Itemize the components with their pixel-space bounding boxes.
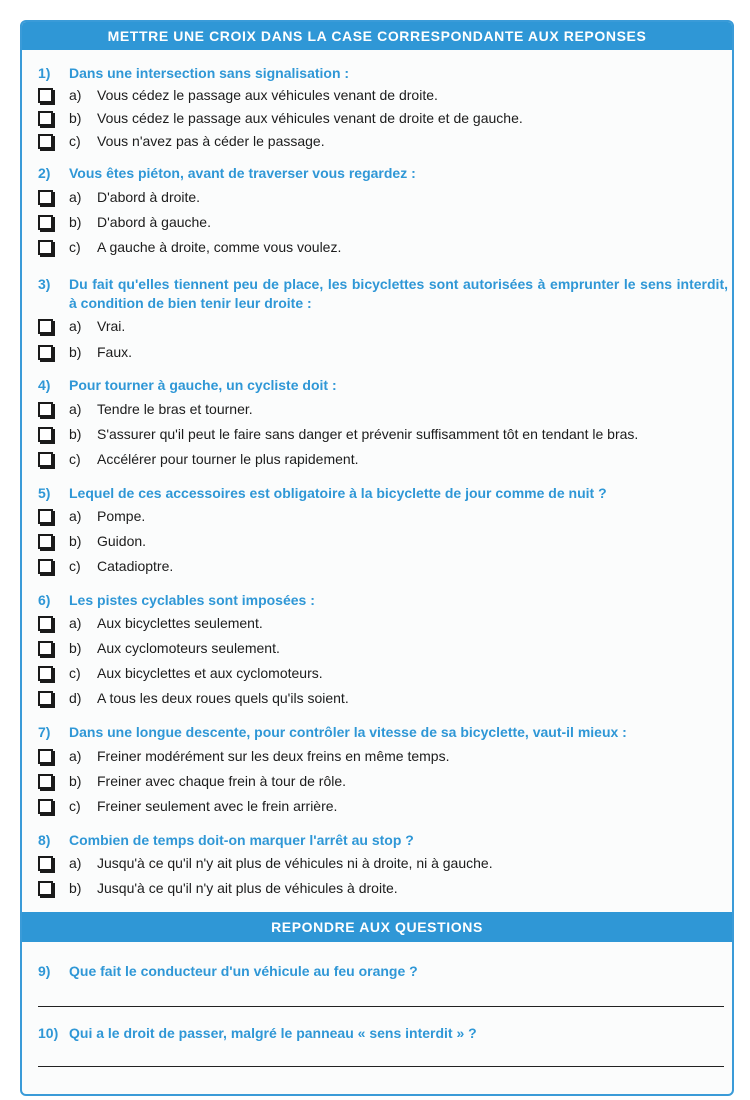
- option-1b[interactable]: [38, 108, 523, 128]
- option-6a[interactable]: [38, 613, 263, 633]
- option-letter: a): [69, 189, 82, 205]
- checkbox[interactable]: [38, 509, 53, 524]
- checkbox[interactable]: [38, 427, 53, 442]
- option-6b[interactable]: [38, 638, 280, 658]
- checkbox[interactable]: [38, 111, 53, 126]
- option-letter: b): [69, 880, 82, 896]
- question-number: 8): [38, 832, 51, 848]
- question-text: Dans une intersection sans signalisation :: [69, 65, 350, 81]
- question-8: [38, 831, 728, 850]
- question-number: 5): [38, 485, 51, 501]
- question-text: Combien de temps doit-on marquer l'arrêt au stop ?: [69, 832, 414, 848]
- question-number: 4): [38, 377, 51, 393]
- option-6d[interactable]: [38, 688, 349, 708]
- option-1a[interactable]: [38, 85, 438, 105]
- option-text: Aux bicyclettes seulement.: [97, 615, 263, 631]
- option-text: Catadioptre.: [97, 558, 174, 574]
- checkbox[interactable]: [38, 856, 53, 871]
- option-text: A gauche à droite, comme vous voulez.: [97, 239, 342, 255]
- question-7: [38, 723, 728, 742]
- option-letter: b): [69, 110, 82, 126]
- checkbox[interactable]: [38, 641, 53, 656]
- option-letter: c): [69, 239, 81, 255]
- question-10: [38, 1024, 728, 1043]
- question-number: 9): [38, 963, 51, 979]
- question-text: Lequel de ces accessoires est obligatoire à la bicyclette de jour comme de nuit ?: [69, 485, 607, 501]
- answer-line-10[interactable]: [38, 1066, 724, 1067]
- checkbox[interactable]: [38, 240, 53, 255]
- checkbox[interactable]: [38, 345, 53, 360]
- question-number: 6): [38, 592, 51, 608]
- option-text: Vous n'avez pas à céder le passage.: [97, 133, 325, 149]
- option-4c[interactable]: [38, 449, 358, 469]
- question-number: 3): [38, 276, 51, 292]
- question-number: 2): [38, 165, 51, 181]
- option-text: D'abord à droite.: [97, 189, 201, 205]
- question-4: [38, 376, 728, 395]
- quiz-sheet: [20, 20, 734, 1096]
- question-6: [38, 591, 728, 610]
- checkbox[interactable]: [38, 559, 53, 574]
- option-text: Tendre le bras et tourner.: [97, 401, 253, 417]
- question-text: Les pistes cyclables sont imposées :: [69, 592, 315, 608]
- option-letter: a): [69, 508, 82, 524]
- checkbox[interactable]: [38, 749, 53, 764]
- option-letter: b): [69, 773, 82, 789]
- checkbox[interactable]: [38, 799, 53, 814]
- option-7b[interactable]: [38, 771, 346, 791]
- option-1c[interactable]: [38, 131, 325, 151]
- option-text: Freiner seulement avec le frein arrière.: [97, 798, 338, 814]
- question-text: Dans une longue descente, pour contrôler la vitesse de sa bicyclette, vaut-il mieux :: [69, 724, 627, 740]
- section-band: REPONDRE AUX QUESTIONS: [22, 912, 732, 942]
- question-text: Que fait le conducteur d'un véhicule au feu orange ?: [69, 963, 418, 979]
- option-letter: a): [69, 401, 82, 417]
- option-letter: a): [69, 748, 82, 764]
- checkbox[interactable]: [38, 215, 53, 230]
- option-2b[interactable]: [38, 212, 211, 232]
- checkbox[interactable]: [38, 134, 53, 149]
- question-text: Pour tourner à gauche, un cycliste doit :: [69, 377, 337, 393]
- option-8a[interactable]: [38, 853, 493, 873]
- checkbox[interactable]: [38, 774, 53, 789]
- checkbox[interactable]: [38, 402, 53, 417]
- option-text: D'abord à gauche.: [97, 214, 211, 230]
- question-3: [38, 275, 728, 313]
- option-3b[interactable]: [38, 342, 132, 362]
- question-number: 7): [38, 724, 51, 740]
- question-text: Vous êtes piéton, avant de traverser vous regardez :: [69, 165, 416, 181]
- checkbox[interactable]: [38, 691, 53, 706]
- option-2a[interactable]: [38, 187, 200, 207]
- option-letter: a): [69, 318, 82, 334]
- question-number: 1): [38, 65, 51, 81]
- option-text: A tous les deux roues quels qu'ils soient.: [97, 690, 349, 706]
- option-letter: c): [69, 798, 81, 814]
- option-text: Vous cédez le passage aux véhicules venant de droite et de gauche.: [97, 110, 523, 126]
- checkbox[interactable]: [38, 319, 53, 334]
- option-letter: c): [69, 451, 81, 467]
- question-1: [38, 64, 728, 83]
- checkbox[interactable]: [38, 666, 53, 681]
- checkbox[interactable]: [38, 452, 53, 467]
- option-7a[interactable]: [38, 746, 449, 766]
- option-text: Jusqu'à ce qu'il n'y ait plus de véhicules à droite.: [97, 880, 398, 896]
- checkbox[interactable]: [38, 88, 53, 103]
- option-7c[interactable]: [38, 796, 337, 816]
- option-letter: b): [69, 214, 82, 230]
- option-text: Faux.: [97, 344, 133, 360]
- option-text: Aux cyclomoteurs seulement.: [97, 640, 280, 656]
- question-5: [38, 484, 728, 503]
- option-letter: b): [69, 533, 82, 549]
- option-text: Freiner modérément sur les deux freins en même temps.: [97, 748, 450, 764]
- option-5b[interactable]: [38, 531, 146, 551]
- option-5a[interactable]: [38, 506, 145, 526]
- question-text: Qui a le droit de passer, malgré le panneau « sens interdit » ?: [69, 1025, 477, 1041]
- option-letter: b): [69, 640, 82, 656]
- option-text: Vous cédez le passage aux véhicules venant de droite.: [97, 87, 438, 103]
- option-text: Freiner avec chaque frein à tour de rôle.: [97, 773, 347, 789]
- option-text: Accélérer pour tourner le plus rapidement.: [97, 451, 359, 467]
- option-letter: a): [69, 615, 82, 631]
- checkbox[interactable]: [38, 534, 53, 549]
- option-8b[interactable]: [38, 878, 398, 898]
- option-text: Vrai.: [97, 318, 126, 334]
- option-letter: c): [69, 665, 81, 681]
- option-letter: b): [69, 344, 82, 360]
- option-letter: b): [69, 426, 82, 442]
- option-4a[interactable]: [38, 399, 253, 419]
- option-letter: d): [69, 690, 82, 706]
- option-text: S'assurer qu'il peut le faire sans danger et prévenir suffisamment tôt en tendant le bras.: [97, 426, 639, 442]
- option-5c[interactable]: [38, 556, 173, 576]
- checkbox[interactable]: [38, 190, 53, 205]
- header-band: METTRE UNE CROIX DANS LA CASE CORRESPONDANTE AUX REPONSES: [22, 22, 732, 50]
- question-number: 10): [38, 1025, 59, 1041]
- option-2c[interactable]: [38, 237, 341, 257]
- option-text: Guidon.: [97, 533, 147, 549]
- option-letter: c): [69, 133, 81, 149]
- option-4b[interactable]: [38, 424, 638, 444]
- option-text: Aux bicyclettes et aux cyclomoteurs.: [97, 665, 323, 681]
- option-6c[interactable]: [38, 663, 323, 683]
- question-2: [38, 164, 728, 183]
- option-letter: a): [69, 855, 82, 871]
- option-letter: c): [69, 558, 81, 574]
- question-text: Du fait qu'elles tiennent peu de place, les bicyclettes sont autorisées à emprunter le sens interdit, à condition de bien tenir leur droite :: [69, 276, 728, 311]
- option-letter: a): [69, 87, 82, 103]
- checkbox[interactable]: [38, 616, 53, 631]
- option-3a[interactable]: [38, 316, 125, 336]
- checkbox[interactable]: [38, 881, 53, 896]
- option-text: Pompe.: [97, 508, 146, 524]
- question-9: [38, 962, 728, 981]
- answer-line-9[interactable]: [38, 1006, 724, 1007]
- option-text: Jusqu'à ce qu'il n'y ait plus de véhicules ni à droite, ni à gauche.: [97, 855, 493, 871]
